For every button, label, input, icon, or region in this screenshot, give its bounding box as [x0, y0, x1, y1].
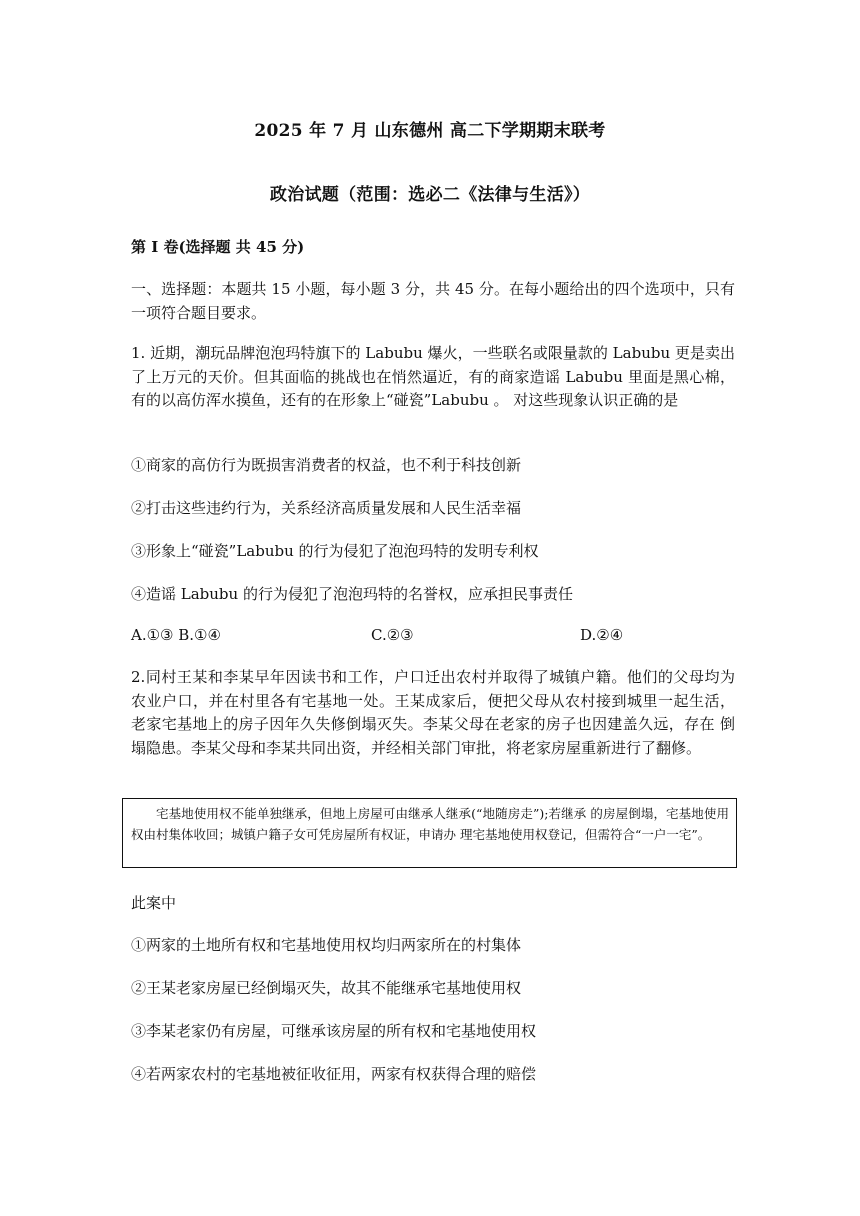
choice-d: D.②④: [580, 626, 624, 644]
exam-title: 2025 年 7 月 山东德州 高二下学期期末联考: [254, 121, 606, 141]
section-instructions: 一、选择题：本题共 15 小题，每小题 3 分，共 45 分。在每小题给出的四个选项中，只有一项符合题目要求。: [131, 280, 735, 322]
question-1-statement-4: ④造谣 Labubu 的行为侵犯了泡泡玛特的名誉权，应承担民事责任: [131, 585, 573, 603]
legal-note-box: [122, 798, 737, 868]
question-1-statement-3: ③形象上“碰瓷”Labubu 的行为侵犯了泡泡玛特的发明专利权: [131, 542, 539, 560]
choice-c: C.②③: [371, 626, 414, 644]
exam-subtitle: 政治试题（范围：选必二《法律与生活》）: [269, 185, 591, 205]
question-2-stem: 2.同村王某和李某早年因读书和工作，户口迁出农村并取得了城镇户籍。他们的父母均为 农业户口，并在村里各有宅基地一处。王某成家后，便把父母从农村接到城里一起生活， 老家宅基地上的房子因年久失修倒塌灭失。李某父母在老家的房子也因建盖久远，存在 倒塌隐患。李某父母和李某共同出资，并经相关部门审批，将老家房屋重新进行了翻修。: [131, 668, 735, 757]
choice-a-b: A.①③ B.①④: [131, 626, 221, 644]
question-2-statement-2: ②王某老家房屋已经倒塌灭失，故其不能继承宅基地使用权: [131, 979, 522, 997]
question-2-lead: 此案中: [131, 894, 177, 912]
legal-note-text: 宅基地使用权不能单独继承，但地上房屋可由继承人继承(“地随房走”);若继承 的房屋倒塌，宅基地使用权由村集体收回；城镇户籍子女可凭房屋所有权证，申请办 理宅基地使用权登记，但需符合“一户一宅”。: [131, 806, 729, 842]
question-1-stem: 1. 近期，潮玩品牌泡泡玛特旗下的 Labubu 爆火，一些联名或限量款的 Labubu 更是卖出了上万元的天价。但其面临的挑战也在悄然逼近，有的商家造谣 Labubu 里面是黑心棉，有的以高仿浑水摸鱼，还有的在形象上“碰瓷”Labubu 。 对这些现象认识正确的是: [131, 344, 735, 409]
section-heading: 第 I 卷(选择题 共 45 分): [131, 238, 305, 256]
question-2-statement-1: ①两家的土地所有权和宅基地使用权均归两家所在的村集体: [131, 936, 522, 954]
question-1-statement-2: ②打击这些违约行为，关系经济高质量发展和人民生活幸福: [131, 499, 522, 517]
question-2-statement-3: ③李某老家仍有房屋，可继承该房屋的所有权和宅基地使用权: [131, 1022, 537, 1040]
question-1-statement-1: ①商家的高仿行为既损害消费者的权益，也不利于科技创新: [131, 456, 522, 474]
question-2-statement-4: ④若两家农村的宅基地被征收征用，两家有权获得合理的赔偿: [131, 1065, 537, 1083]
